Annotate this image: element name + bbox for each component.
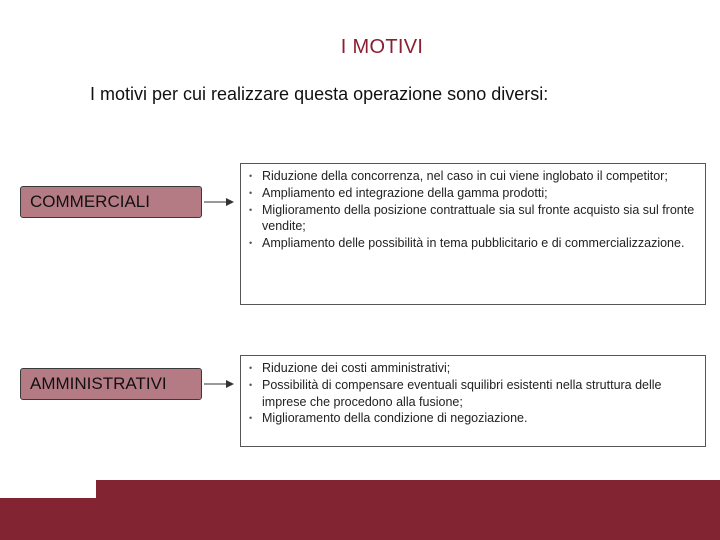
arrow-right-icon [204, 378, 234, 390]
list-item: • Miglioramento della condizione di negoziazione. [249, 411, 528, 426]
bullet-icon: • [249, 187, 253, 198]
footer-accent-tab [96, 480, 720, 500]
list-item: • Ampliamento delle possibilità in tema pubblicitario e di commercializzazione. [249, 236, 685, 251]
category-label: COMMERCIALI [30, 192, 150, 211]
reasons-box-commerciali [240, 163, 706, 305]
arrow-right-icon [204, 196, 234, 208]
list-item: • Ampliamento ed integrazione della gamma prodotti; [249, 185, 548, 200]
bullet-icon: • [249, 413, 253, 424]
category-commerciali [20, 186, 202, 218]
list-item: • Riduzione della concorrenza, nel caso in cui viene inglobato il competitor; [249, 169, 668, 183]
reasons-box-amministrativi [240, 355, 706, 447]
list-item: • Miglioramento della posizione contrattuale sia sul fronte acquisto sia sul fronte vendite; [249, 202, 695, 234]
slide-title: I MOTIVI [340, 36, 424, 58]
bullet-icon: • [249, 363, 253, 373]
intro-text: I motivi per cui realizzare questa operazione sono diversi: [90, 84, 549, 104]
bullet-icon: • [249, 379, 253, 390]
category-label: AMMINISTRATIVI [30, 374, 167, 393]
bullet-icon: • [249, 171, 253, 181]
bullet-icon: • [249, 204, 253, 215]
bullet-icon: • [249, 238, 253, 249]
list-item: • Riduzione dei costi amministrativi; [249, 361, 451, 375]
footer-bar [0, 498, 720, 540]
list-item: • Possibilità di compensare eventuali squilibri esistenti nella struttura delle imprese che procedono alla fusione; [249, 377, 662, 409]
category-amministrativi [20, 368, 202, 400]
